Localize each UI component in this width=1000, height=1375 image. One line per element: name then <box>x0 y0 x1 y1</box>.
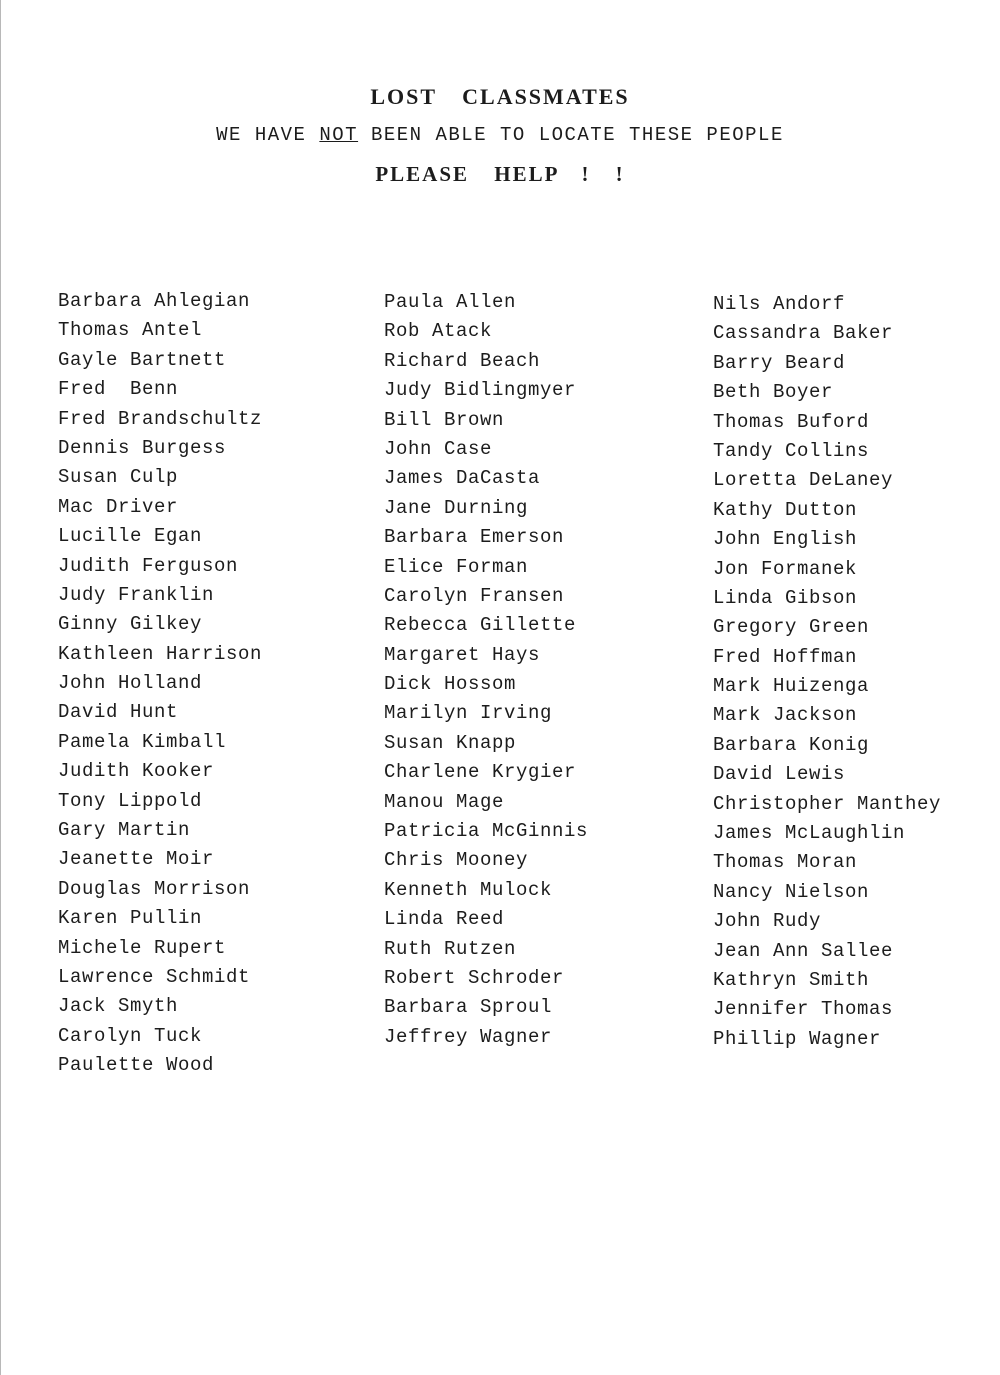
names-column-3 <box>713 290 941 1054</box>
classmate-name: Jean Ann Sallee <box>713 939 894 962</box>
classmate-name: Susan Knapp <box>384 731 517 754</box>
classmate-name: Ruth Rutzen <box>384 937 517 960</box>
classmate-name: Gayle Bartnett <box>58 348 227 371</box>
classmate-name: Nils Andorf <box>713 293 846 315</box>
classmate-name: John Rudy <box>713 910 822 933</box>
classmate-name: Jack Smyth <box>58 995 179 1018</box>
classmate-name: Manou Mage <box>384 790 505 813</box>
classmate-name: Barbara Sproul <box>384 996 553 1019</box>
classmate-name: Gregory Green <box>713 616 870 639</box>
classmate-name: Nancy Nielson <box>713 880 870 903</box>
classmate-name: Jon Formanek <box>713 557 858 580</box>
classmate-name: Barbara Konig <box>713 733 870 756</box>
subtitle-emphasis: NOT <box>319 124 359 146</box>
classmate-name: Pamela Kimball <box>58 730 227 753</box>
classmate-name: Gary Martin <box>58 819 191 842</box>
classmate-name: Mark Huizenga <box>713 675 870 698</box>
classmate-name: Robert Schroder <box>384 966 565 989</box>
help-request <box>0 162 1000 187</box>
classmate-name: Kathryn Smith <box>713 968 870 991</box>
classmate-name: Rob Atack <box>384 320 493 343</box>
page-edge <box>0 0 1 1375</box>
classmate-name: Barbara Ahlegian <box>58 290 251 312</box>
help-request-exclamation: ! ! <box>581 162 625 186</box>
classmate-name: Judy Franklin <box>58 583 215 606</box>
names-column-2 <box>384 288 588 1052</box>
classmate-name: Dick Hossom <box>384 673 517 696</box>
classmate-name: Fred Hoffman <box>713 645 858 668</box>
classmate-name: John English <box>713 528 858 551</box>
classmate-name: Barbara Emerson <box>384 526 565 549</box>
classmate-name: Bill Brown <box>384 408 505 431</box>
classmate-name: Elice Forman <box>384 555 529 578</box>
classmate-name: James DaCasta <box>384 467 541 490</box>
classmate-name: Kathy Dutton <box>713 498 858 521</box>
classmate-name: Barry Beard <box>713 351 846 374</box>
classmate-name: Douglas Morrison <box>58 877 251 900</box>
subtitle-text-end: BEEN ABLE TO LOCATE THESE PEOPLE <box>358 124 784 146</box>
classmate-name: Paula Allen <box>384 291 517 313</box>
classmate-name: Tony Lippold <box>58 789 203 812</box>
classmate-name: David Hunt <box>58 701 179 724</box>
classmate-name: Thomas Buford <box>713 410 870 433</box>
classmate-name: John Holland <box>58 672 203 695</box>
classmate-name: Rebecca Gillette <box>384 614 577 637</box>
classmate-name: Thomas Antel <box>58 319 203 342</box>
names-column-1 <box>58 287 262 1081</box>
classmate-name: Carolyn Tuck <box>58 1024 203 1047</box>
classmate-name: Judith Kooker <box>58 760 215 783</box>
classmate-name: Michele Rupert <box>58 936 227 959</box>
classmate-name: Fred Brandschultz <box>58 407 263 430</box>
page-title: LOST CLASSMATES <box>370 84 630 109</box>
classmate-name: Thomas Moran <box>713 851 858 874</box>
classmate-name: Phillip Wagner <box>713 1027 882 1050</box>
classmate-name: Lawrence Schmidt <box>58 965 251 988</box>
classmate-name: Margaret Hays <box>384 643 541 666</box>
classmate-name: Ginny Gilkey <box>58 613 203 636</box>
classmate-name: Jeffrey Wagner <box>384 1025 553 1048</box>
classmate-name: Christopher Manthey <box>713 792 942 815</box>
classmate-name: Judith Ferguson <box>58 554 239 577</box>
page-subtitle <box>0 124 1000 146</box>
help-request-text: PLEASE HELP <box>375 162 560 186</box>
classmate-name: Lucille Egan <box>58 525 203 548</box>
classmate-name: Beth Boyer <box>713 381 834 404</box>
classmate-name: Chris Mooney <box>384 849 529 872</box>
classmate-name: Judy Bidlingmyer <box>384 379 577 402</box>
classmate-name: Mark Jackson <box>713 704 858 727</box>
classmate-name: Fred Benn <box>58 378 179 401</box>
classmate-name: David Lewis <box>713 763 846 786</box>
classmate-name: James McLaughlin <box>713 822 906 845</box>
classmate-name: Cassandra Baker <box>713 322 894 345</box>
classmate-name: Jane Durning <box>384 496 529 519</box>
classmate-name: Dennis Burgess <box>58 436 227 459</box>
classmate-name: Tandy Collins <box>713 439 870 462</box>
classmate-name: Jennifer Thomas <box>713 998 894 1021</box>
classmate-name: Marilyn Irving <box>384 702 553 725</box>
subtitle-text-start: WE HAVE <box>216 124 320 146</box>
classmate-name: Kathleen Harrison <box>58 642 263 665</box>
classmate-name: Richard Beach <box>384 349 541 372</box>
classmate-name: Patricia McGinnis <box>384 820 589 843</box>
classmate-name: Linda Gibson <box>713 586 858 609</box>
classmate-name: Karen Pullin <box>58 907 203 930</box>
classmate-name: Paulette Wood <box>58 1054 215 1077</box>
classmate-name: Charlene Krygier <box>384 761 577 784</box>
classmate-name: Linda Reed <box>384 908 505 931</box>
classmate-name: Kenneth Mulock <box>384 878 553 901</box>
classmate-name: Carolyn Fransen <box>384 584 565 607</box>
classmate-name: John Case <box>384 437 493 460</box>
classmate-name: Mac Driver <box>58 495 179 518</box>
classmate-name: Jeanette Moir <box>58 848 215 871</box>
classmate-name: Loretta DeLaney <box>713 469 894 492</box>
classmate-name: Susan Culp <box>58 466 179 489</box>
